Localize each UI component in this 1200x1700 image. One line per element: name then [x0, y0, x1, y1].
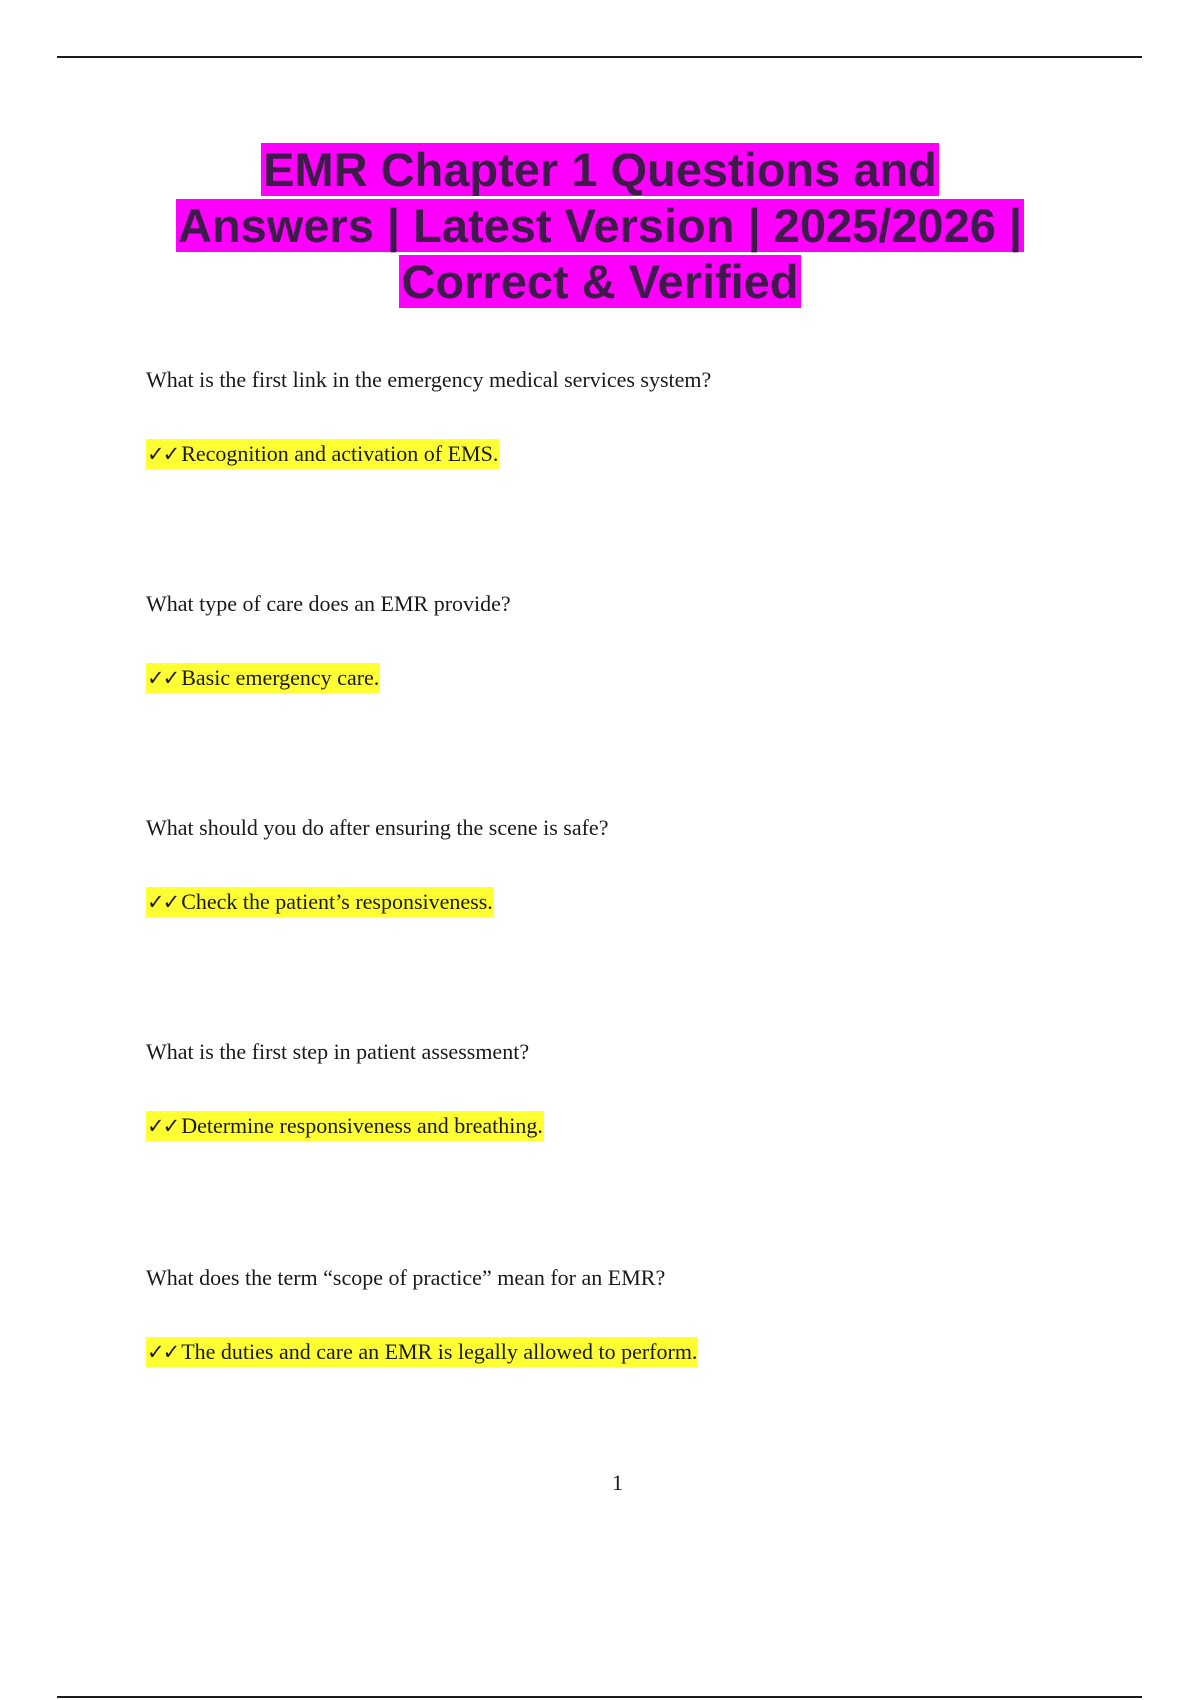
qa-item-2 — [146, 589, 1096, 693]
header-rule — [57, 56, 1142, 58]
double-check-icon: ✓✓ — [147, 666, 179, 690]
answer-text: Basic emergency care. — [181, 665, 380, 690]
question-text: What does the term “scope of practice” mean for an EMR? — [146, 1265, 666, 1290]
title-line-3: Correct & Verified — [401, 255, 799, 308]
question-text: What should you do after ensuring the scene is safe? — [146, 815, 609, 840]
document-title — [100, 142, 1100, 310]
footer-rule — [57, 1696, 1142, 1698]
answer — [146, 1337, 1096, 1367]
qa-item-5 — [146, 1263, 1096, 1367]
double-check-icon: ✓✓ — [147, 1114, 179, 1138]
question-text: What type of care does an EMR provide? — [146, 591, 511, 616]
question-text: What is the first step in patient assessment? — [146, 1039, 530, 1064]
answer — [146, 439, 1096, 469]
answer — [146, 1111, 1096, 1141]
question-text: What is the first link in the emergency medical services system? — [146, 367, 712, 392]
answer-text: Recognition and activation of EMS. — [181, 441, 499, 466]
answer-text: Determine responsiveness and breathing. — [181, 1113, 543, 1138]
double-check-icon: ✓✓ — [147, 442, 179, 466]
answer — [146, 663, 1096, 693]
answer-text: The duties and care an EMR is legally allowed to perform. — [181, 1339, 698, 1364]
qa-item-4 — [146, 1037, 1096, 1141]
qa-item-1 — [146, 365, 1096, 469]
title-line-1: EMR Chapter 1 Questions and — [263, 143, 937, 196]
page-number: 1 — [612, 1470, 623, 1495]
double-check-icon: ✓✓ — [147, 890, 179, 914]
answer — [146, 887, 1096, 917]
double-check-icon: ✓✓ — [147, 1340, 179, 1364]
qa-item-3 — [146, 813, 1096, 917]
answer-text: Check the patient’s responsiveness. — [181, 889, 493, 914]
title-line-2: Answers | Latest Version | 2025/2026 | — [177, 199, 1023, 252]
